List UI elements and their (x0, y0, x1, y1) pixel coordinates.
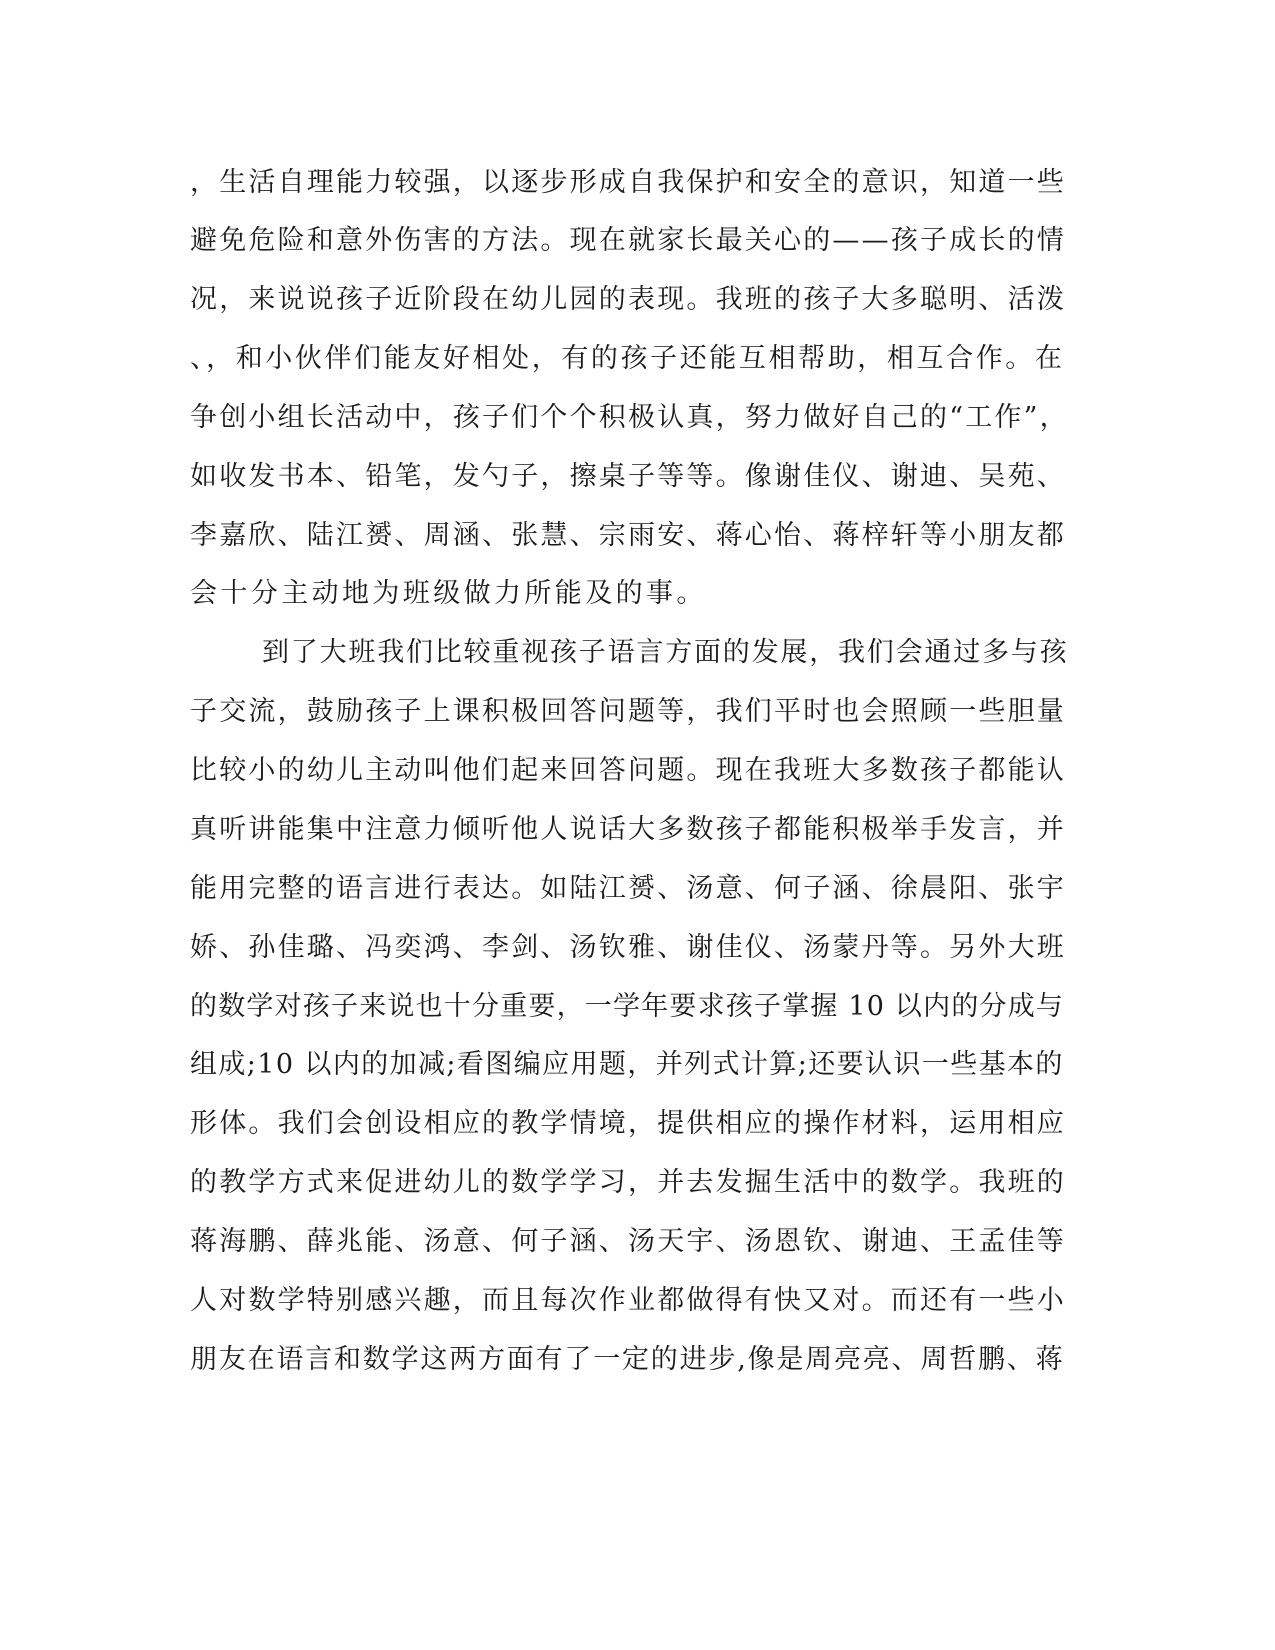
text-line: 组成;10 以内的加减;看图编应用题，并列式计算;还要认识一些基本的 (190, 1049, 1064, 1080)
text-line: ，生活自理能力较强，以逐步形成自我保护和安全的意识，知道一些 (190, 167, 1066, 198)
text-line: 比较小的幼儿主动叫他们起来回答问题。现在我班大多数孩子都能认 (190, 755, 1066, 786)
text-line: 子交流，鼓励孩子上课积极回答问题等，我们平时也会照顾一些胆量 (190, 696, 1066, 727)
text-line: 到了大班我们比较重视孩子语言方面的发展，我们会通过多与孩 (262, 637, 1069, 668)
text-line: 如收发书本、铅笔，发勺子，擦桌子等等。像谢佳仪、谢迪、吴苑、 (190, 461, 1066, 492)
text-line: 朋友在语言和数学这两方面有了一定的进步,像是周亮亮、周哲鹏、蒋 (190, 1344, 1065, 1375)
text-line: 会十分主动地为班级做力所能及的事。 (190, 578, 707, 609)
text-line: 的数学对孩子来说也十分重要，一学年要求孩子掌握 10 以内的分成与 (190, 991, 1065, 1022)
text-line: 、，和小伙伴们能友好相处，有的孩子还能互相帮助，相互合作。在 (190, 343, 1065, 374)
text-line: 况，来说说孩子近阶段在幼儿园的表现。我班的孩子大多聪明、活泼 (190, 284, 1066, 315)
text-line: 真听讲能集中注意力倾听他人说话大多数孩子都能积极举手发言，并 (190, 814, 1066, 845)
text-line: 的教学方式来促进幼儿的数学学习，并去发掘生活中的数学。我班的 (190, 1167, 1066, 1198)
text-line: 能用完整的语言进行表达。如陆江赟、汤意、何子涵、徐晨阳、张宇 (190, 873, 1066, 904)
text-line: 李嘉欣、陆江赟、周涵、张慧、宗雨安、蒋心怡、蒋梓轩等小朋友都 (190, 520, 1066, 551)
text-line: 蒋海鹏、薛兆能、汤意、何子涵、汤天宇、汤恩钦、谢迪、王孟佳等 (190, 1226, 1066, 1257)
text-line: 娇、孙佳璐、冯奕鸿、李剑、汤钦雅、谢佳仪、汤蒙丹等。另外大班 (190, 932, 1066, 963)
text-line: 争创小组长活动中，孩子们个个积极认真，努力做好自己的“工作”， (190, 402, 1069, 433)
text-line: 避免危险和意外伤害的方法。现在就家长最关心的——孩子成长的情 (190, 225, 1066, 256)
text-line: 形体。我们会创设相应的教学情境，提供相应的操作材料，运用相应 (190, 1108, 1066, 1139)
text-line: 人对数学特别感兴趣，而且每次作业都做得有快又对。而还有一些小 (190, 1285, 1066, 1316)
